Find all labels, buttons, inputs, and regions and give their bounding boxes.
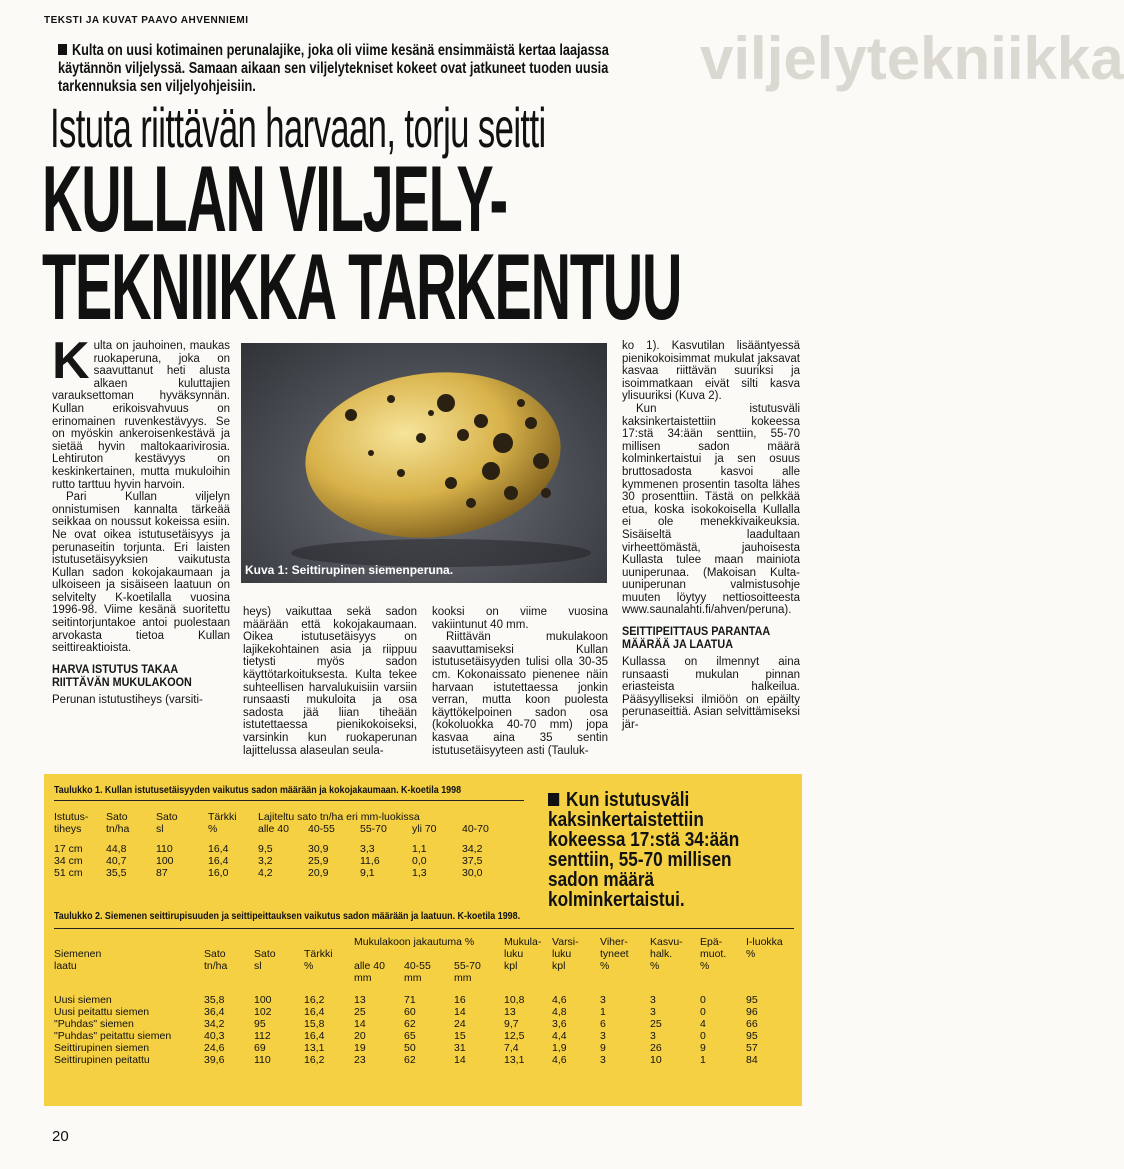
table-header-cell: %	[700, 960, 710, 972]
table-cell: Seittirupinen siemen	[54, 1042, 150, 1054]
table-cell: 3	[600, 994, 606, 1006]
table-row	[54, 1018, 794, 1030]
table-cell: 16,4	[208, 843, 229, 855]
page-number: 20	[52, 1128, 69, 1145]
table-cell: 3	[600, 1054, 606, 1066]
table-cell: 3	[650, 994, 656, 1006]
table-cell: 6	[600, 1018, 606, 1030]
table-cell: 16	[454, 994, 466, 1006]
table-header-cell: sl	[254, 960, 262, 972]
table-cell: Uusi peitattu siemen	[54, 1006, 150, 1018]
table-cell: 3	[600, 1030, 606, 1042]
table-header-cell	[404, 948, 454, 960]
table-cell: %	[208, 823, 218, 835]
table-cell: 13	[354, 994, 366, 1006]
table-header-cell	[54, 936, 204, 948]
table-cell: Uusi siemen	[54, 994, 112, 1006]
table-header-cell: laatu	[54, 960, 77, 972]
table-cell: 35,8	[204, 994, 225, 1006]
bullet-square-icon	[548, 793, 559, 806]
table-cell: 0	[700, 1006, 706, 1018]
table-header-cell: Epä-	[700, 936, 723, 948]
table-header-cell: Lajiteltu sato tn/ha eri mm-luokissa	[258, 811, 420, 823]
table-header-cell	[54, 972, 204, 984]
table-header-cell	[454, 948, 504, 960]
potato-illustration	[241, 343, 607, 583]
table-cell: 13,1	[504, 1054, 525, 1066]
table-cell: 4,8	[552, 1006, 567, 1018]
table-header-cell: 55-70	[454, 960, 481, 972]
table-cell: alle 40	[258, 823, 289, 835]
table-cell: 36,4	[204, 1006, 225, 1018]
table-cell: 4,6	[552, 994, 567, 1006]
table-cell: 20,9	[308, 867, 329, 879]
table-header-row	[54, 960, 794, 972]
table-cell: 3,6	[552, 1018, 567, 1030]
table-cell: 24	[454, 1018, 466, 1030]
table-row	[54, 1030, 794, 1042]
table-header-row	[54, 936, 794, 948]
table-header-cell: Tärkki	[208, 811, 237, 823]
table-cell: 34,2	[204, 1018, 225, 1030]
table-cell: 1	[700, 1054, 706, 1066]
table-cell: 40-55	[308, 823, 335, 835]
table-cell: 40,3	[204, 1030, 225, 1042]
table-cell: 16,0	[208, 867, 229, 879]
table-cell: 7,4	[504, 1042, 519, 1054]
table-cell: 40-70	[462, 823, 489, 835]
table-cell: 9	[600, 1042, 606, 1054]
table-cell: 110	[156, 843, 173, 855]
table-header-row	[54, 811, 524, 823]
show-through-text: viljelytekniikka	[700, 25, 1124, 92]
table-cell: 95	[746, 994, 758, 1006]
table-cell: 9,1	[360, 867, 375, 879]
table-cell: 1,1	[412, 843, 427, 855]
table-header-cell	[746, 972, 794, 984]
table-header-cell: mm	[404, 972, 422, 984]
table-header-cell: Varsi-	[552, 936, 579, 948]
table-header-cell	[254, 972, 304, 984]
table-cell: 95	[254, 1018, 266, 1030]
table-cell: 1,9	[552, 1042, 567, 1054]
table-header-cell: %	[746, 948, 756, 960]
table-1-top-rule	[54, 800, 524, 801]
table-cell: 15	[454, 1030, 466, 1042]
table-header-cell	[600, 972, 650, 984]
photo-caption: Kuva 1: Seittirupinen siemenperuna.	[245, 563, 454, 577]
table-header-cell: Istutus-	[54, 811, 89, 823]
table-cell: 11,6	[360, 855, 380, 867]
body-paragraph: kooksi on viime vuosina vakiintunut 40 mm.	[432, 606, 608, 631]
table-header-cell: %	[304, 960, 314, 972]
drop-cap: K	[52, 332, 90, 390]
table-cell: 40,7	[106, 855, 127, 867]
table-cell: 9,5	[258, 843, 273, 855]
table-cell: 1,3	[412, 867, 427, 879]
table-cell: 37,5	[462, 855, 483, 867]
table-cell: 62	[404, 1054, 416, 1066]
table-cell: 10,8	[504, 994, 525, 1006]
table-header-cell: kpl	[552, 960, 566, 972]
table-row	[54, 1006, 794, 1018]
table-header-cell: %	[650, 960, 660, 972]
table-cell: 16,4	[208, 855, 229, 867]
table-header-cell: %	[600, 960, 610, 972]
table-cell: 62	[404, 1018, 416, 1030]
table-header-cell: halk.	[650, 948, 673, 960]
table-cell: 16,4	[304, 1030, 325, 1042]
table-cell: 14	[454, 1054, 466, 1066]
table-row	[54, 1054, 794, 1066]
table-cell: 14	[354, 1018, 366, 1030]
table-cell: 17 cm	[54, 843, 83, 855]
table-cell: 57	[746, 1042, 758, 1054]
table-cell: 69	[254, 1042, 266, 1054]
headline-line-1: KULLAN VILJELY-	[42, 146, 507, 251]
table-cell: 66	[746, 1018, 758, 1030]
table-header-cell	[700, 972, 746, 984]
table-row	[54, 843, 524, 855]
table-header-cell: tn/ha	[204, 960, 228, 972]
potato-photo	[241, 343, 607, 583]
table-cell: 13	[504, 1006, 516, 1018]
table-cell: 87	[156, 867, 168, 879]
table-cell: 19	[354, 1042, 366, 1054]
table-cell: 4,6	[552, 1054, 567, 1066]
table-cell: 44,8	[106, 843, 127, 855]
table-cell: 9	[700, 1042, 706, 1054]
kicker-heading: Istuta riittävän harvaan, torju seitti	[50, 96, 546, 159]
table-cell: 30,0	[462, 867, 483, 879]
article-column-2	[243, 606, 417, 757]
table-header-cell	[304, 972, 354, 984]
table-cell: 16,2	[304, 994, 325, 1006]
table-cell: 12,5	[504, 1030, 525, 1042]
table-header-cell: I-luokka	[746, 936, 783, 948]
headline-line-2: TEKNIIKKA TARKENTUU	[42, 234, 682, 339]
table-cell: 71	[404, 994, 416, 1006]
subheading: SEITTIPEITTAUS PARANTAA MÄÄRÄÄ JA LAATUA	[622, 624, 770, 652]
table-header-cell: luku	[552, 948, 572, 960]
table-cell: 35,5	[106, 867, 127, 879]
table-row	[54, 855, 524, 867]
table-cell: 50	[404, 1042, 416, 1054]
table-cell: 16,2	[304, 1054, 325, 1066]
table-cell: 24,6	[204, 1042, 225, 1054]
lead-paragraph	[58, 42, 624, 96]
bullet-square-icon	[58, 44, 67, 55]
table-header-cell: Mukula-	[504, 936, 542, 948]
table-cell: 3,2	[258, 855, 273, 867]
table-cell: 0,0	[412, 855, 427, 867]
table-cell: 60	[404, 1006, 416, 1018]
table-cell: 0	[700, 1030, 706, 1042]
table-header-cell	[650, 972, 700, 984]
body-paragraph: Kun istutusväli kaksinkertaistettiin kokeessa 17:stä 34:ään senttiin, 55-70 millisen sadon määrä kolminkertaistui ja sen osuus bruttosadosta kasvoi alle kymmenen prosentin tasolta lähes 30 prosenttiin. Tästä on pelkkää etua, koska isokokoisella Kullalla ei ole menekkivaikeuksia. Sisäiseltä laadultaan virheettömästä, jauhoisesta Kullasta tulee maan mainiota uuniperunaa. (Makoisan Kulta-uuniperunan valmistusohje muuten löytyy nettiosoitteesta www.saunalahti.fi/ahven/peruna).	[622, 402, 800, 617]
table-cell: 30,9	[308, 843, 329, 855]
table-cell: 110	[254, 1054, 271, 1066]
table-header-cell: 40-55	[404, 960, 431, 972]
table-row	[54, 1042, 794, 1054]
table-header-cell	[746, 960, 794, 972]
body-paragraph: ko 1). Kasvutilan lisääntyessä pienikokoisimmat mukulat jaksavat kasvaa riittävän suuriksi ja isoimmatkaan eivät silti kasva ylisuuriksi (Kuva 2).	[622, 340, 800, 403]
table-cell: 25	[650, 1018, 662, 1030]
pull-quote: Kun istutusväli kaksinkertaistettiin kokeessa 17:stä 34:ään senttiin, 55-70 millisen sadon määrä kolminkertaistui.	[548, 789, 740, 911]
table-cell: 9,7	[504, 1018, 519, 1030]
body-paragraph: Pari Kullan viljelyn onnistumisen kannalta tärkeää seikkaa on noussut kokeissa esiin. Ne ovat oikea istutusetäisyys ja perunaseitin torjunta. Eri laisten istutusetäisyyksien vaikutusta Kullan sadon kokojakaumaan ja ulkoiseen ja sisäiseen laatuun on selvitelty K-koetilalla vuosina 1996-98. Viime kesänä suoritettu seitintorjuntakoe antoi puolestaan arvokasta tietoa Kullan seittireaktioista.	[52, 491, 230, 655]
table-header-cell: kpl	[504, 960, 518, 972]
table-header-cell: Sato	[156, 811, 178, 823]
table-header-cell: mm	[354, 972, 372, 984]
body-paragraph: Kullassa on ilmennyt aina runsaasti mukulan pinnan eriasteista halkeilua. Pääsyylliseksi ilmiöön on epäilty perunaseittiä. Asian selvittämiseksi jär-	[622, 656, 800, 732]
table-cell: sl	[156, 823, 164, 835]
table-cell: 4	[700, 1018, 706, 1030]
table-cell: 100	[156, 855, 174, 867]
table-cell: 1	[600, 1006, 606, 1018]
table-cell: tn/ha	[106, 823, 130, 835]
table-cell: 16,4	[304, 1006, 325, 1018]
table-header-cell	[254, 936, 304, 948]
table-cell: 100	[254, 994, 272, 1006]
body-paragraph: Perunan istutustiheys (varsiti-	[52, 693, 203, 706]
table-header-cell: mm	[454, 972, 472, 984]
table-cell: 31	[454, 1042, 466, 1054]
table-cell: 55-70	[360, 823, 387, 835]
table-cell: 0	[700, 994, 706, 1006]
body-paragraph: ulta on jauhoinen, maukas ruokaperuna, joka on saavuttanut heti alusta alkaen kuluttajien varauksettoman hyväksynnän. Kullan erikoisvahvuus on erinomainen ruvenkestävyys. Se on myöskin ankeroisenkestävä ja sietää hyvin maltokaarivirosia. Lehtiruton kestävyys on keskinkertainen, mutta mukuloihin rutto tarttuu hyvin harvoin.	[52, 340, 230, 491]
table-header-cell: Mukulakoon jakautuma %	[354, 936, 475, 948]
table-row	[54, 994, 794, 1006]
table-cell: 14	[454, 1006, 466, 1018]
table-row	[54, 867, 524, 879]
table-header-cell	[304, 936, 354, 948]
article-column-4	[622, 340, 800, 732]
table-header-cell: Sato	[254, 948, 276, 960]
article-column-3	[432, 606, 608, 757]
table-header-cell: Viher-	[600, 936, 628, 948]
table-header-cell	[504, 972, 552, 984]
table-cell: 96	[746, 1006, 758, 1018]
table-cell: 25	[354, 1006, 366, 1018]
table-cell: "Puhdas" siemen	[54, 1018, 134, 1030]
table-header-cell	[204, 972, 254, 984]
table-cell: 26	[650, 1042, 662, 1054]
table-cell: 112	[254, 1030, 271, 1042]
table-1-title: Taulukko 1. Kullan istutusetäisyyden vaikutus sadon määrään ja kokojakaumaan. K-koetila 1998	[54, 784, 462, 796]
table-cell: 3	[650, 1006, 656, 1018]
table-cell: yli 70	[412, 823, 437, 835]
subheading: HARVA ISTUTUS TAKAA RIITTÄVÄN MUKULAKOON	[52, 661, 192, 689]
table-cell: 39,6	[204, 1054, 225, 1066]
table-header-cell: Sato	[204, 948, 226, 960]
table-cell: 3	[650, 1030, 656, 1042]
table-cell: 25,9	[308, 855, 329, 867]
table-header-cell: Tärkki	[304, 948, 333, 960]
table-header-cell: Siemenen	[54, 948, 102, 960]
table-cell: 15,8	[304, 1018, 325, 1030]
table-header-cell	[552, 972, 600, 984]
article-column-1	[52, 332, 230, 706]
table-header-cell: alle 40	[354, 960, 385, 972]
table-cell: 84	[746, 1054, 758, 1066]
lead-text: Kulta on uusi kotimainen perunalajike, joka oli viime kesänä ensimmäistä kertaa laajassa käytännön viljelyssä. Samaan aikaan sen viljelytekniset kokeet ovat jatkuneet tuoden uusia tarkennuksia sen viljelyohjeisiin.	[58, 42, 609, 95]
table-header-cell: luku	[504, 948, 524, 960]
main-headline	[42, 146, 682, 339]
table-cell: 23	[354, 1054, 366, 1066]
table-header-cell	[354, 948, 404, 960]
table-2-top-rule	[54, 928, 794, 929]
table-header-cell: Kasvu-	[650, 936, 683, 948]
table-cell: 65	[404, 1030, 416, 1042]
table-cell: 34,2	[462, 843, 483, 855]
author-credit: TEKSTI JA KUVAT PAAVO AHVENNIEMI	[44, 15, 249, 26]
table-cell: 34 cm	[54, 855, 83, 867]
table-cell: 3,3	[360, 843, 375, 855]
table-cell: 4,4	[552, 1030, 567, 1042]
table-1	[54, 811, 524, 879]
table-header-row	[54, 972, 794, 984]
table-cell: 10	[650, 1054, 662, 1066]
table-cell: 51 cm	[54, 867, 83, 879]
table-header-row	[54, 823, 524, 835]
table-cell: 102	[254, 1006, 272, 1018]
table-header-cell: Sato	[106, 811, 128, 823]
table-2	[54, 936, 794, 1066]
table-header-cell: tyneet	[600, 948, 629, 960]
table-header-cell	[204, 936, 254, 948]
table-cell: 4,2	[258, 867, 273, 879]
table-cell: 95	[746, 1030, 758, 1042]
table-cell: tiheys	[54, 823, 82, 835]
body-paragraph: Riittävän mukulakoon saavuttamiseksi Kullan istutusetäisyyden tulisi olla 30-35 cm. Kokonaissato pienenee näin harvaan istutettaessa jonkin verran, mutta koon puolesta käyttökelpoinen sadon osa (kokoluokka 40-70 mm) jopa kasvaa aina 35 sentin istutusetäisyyteen asti (Tauluk-	[432, 631, 608, 757]
table-2-title: Taulukko 2. Siemenen seittirupisuuden ja seittipeittauksen vaikutus sadon määrään ja laatuun. K-koetila 1998.	[54, 910, 521, 922]
table-cell: 20	[354, 1030, 366, 1042]
table-cell: Seittirupinen peitattu	[54, 1054, 150, 1066]
table-header-row	[54, 948, 794, 960]
table-header-cell: muot.	[700, 948, 727, 960]
table-cell: 13,1	[304, 1042, 325, 1054]
table-cell: "Puhdas" peitattu siemen	[54, 1030, 172, 1042]
body-paragraph: heys) vaikuttaa sekä sadon määrään että kokojakaumaan. Oikea istutusetäisyys on lajikekohtainen asia ja riippuu tietysti myös sadon käyttötarkoituksesta. Kulta tekee suhteellisen harvalukuisiin varsiin runsaasti mukuloita ja osa sadosta jää liian tiheään istutettaessa pienikokoiseksi, varsinkin kun ruokaperunan lajittelussa alaseulan seula-	[243, 606, 417, 757]
